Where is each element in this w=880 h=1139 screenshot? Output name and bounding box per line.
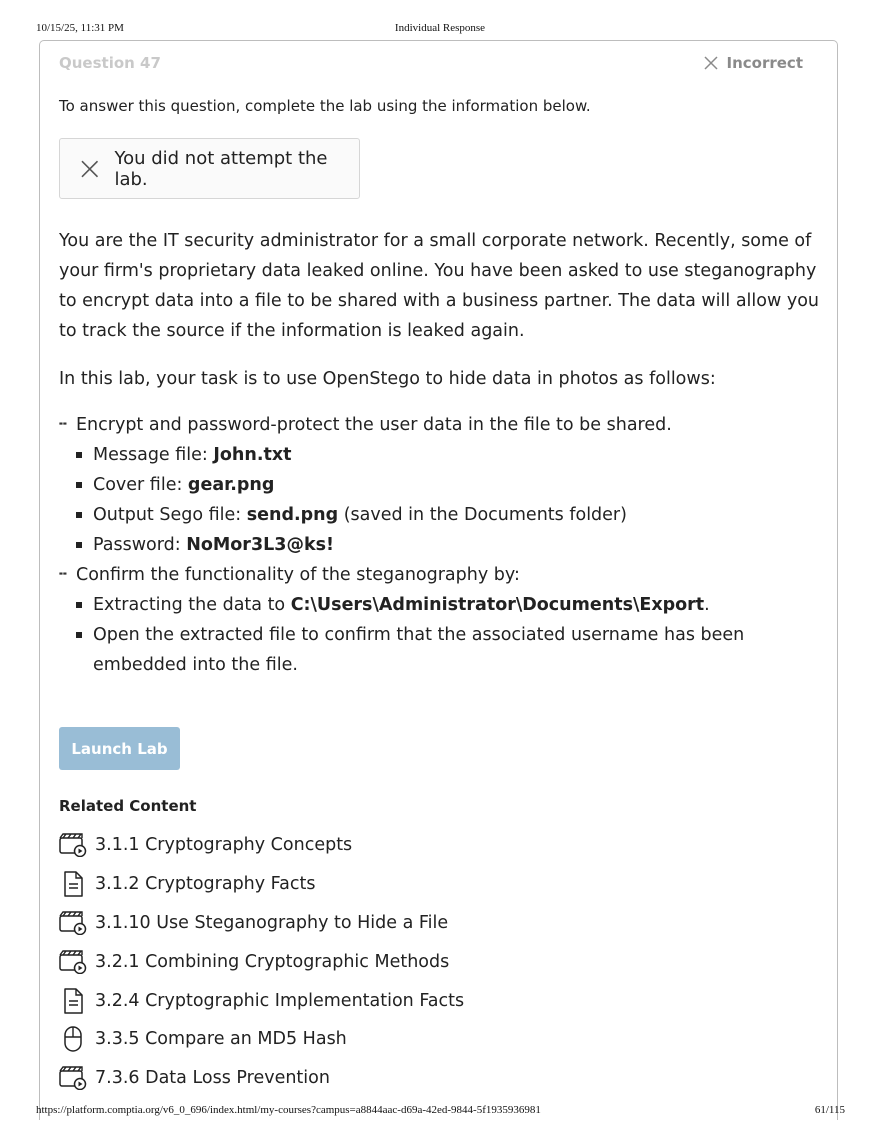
mouse-icon bbox=[59, 1025, 87, 1053]
print-url: https://platform.comptia.org/v6_0_696/index.html/my-courses?campus=a8844aac-d69a-42ed-9844-5f1935936981 bbox=[36, 1104, 541, 1116]
extract-path-value: C:\Users\Administrator\Documents\Export bbox=[290, 595, 705, 615]
related-item-label: 3.1.1 Cryptography Concepts bbox=[95, 835, 353, 856]
output-file-value: send.png bbox=[246, 505, 339, 525]
square-bullet-icon bbox=[76, 632, 82, 638]
print-datetime: 10/15/25, 11:31 PM bbox=[36, 22, 124, 34]
related-item[interactable] bbox=[59, 942, 464, 981]
list-item: Password: NoMor3L3@ks! bbox=[59, 530, 829, 560]
square-bullet-icon bbox=[76, 542, 82, 548]
list-item: ╍ Confirm the functionality of the steganography by: bbox=[59, 560, 829, 590]
attempt-status-text: You did not attempt the lab. bbox=[114, 147, 328, 190]
list-item: ╍ Encrypt and password-protect the user data in the file to be shared. bbox=[59, 410, 829, 440]
list-item: Output Sego file: send.png (saved in the Documents folder) bbox=[59, 500, 829, 530]
circle-bullet-icon: ╍ bbox=[59, 567, 67, 582]
result-status bbox=[704, 54, 804, 72]
close-icon bbox=[81, 160, 98, 178]
related-item[interactable] bbox=[59, 1059, 464, 1098]
document-icon bbox=[59, 987, 87, 1015]
list-item: Message file: John.txt bbox=[59, 440, 829, 470]
list-item: Cover file: gear.png bbox=[59, 470, 829, 500]
list-item: Extracting the data to C:\Users\Administrator\Documents\Export. bbox=[59, 590, 829, 620]
related-item[interactable] bbox=[59, 981, 464, 1020]
related-item-label: 3.1.10 Use Steganography to Hide a File bbox=[95, 912, 449, 933]
related-item-label: 3.1.2 Cryptography Facts bbox=[95, 874, 316, 895]
password-value: NoMor3L3@ks! bbox=[186, 535, 334, 555]
related-item[interactable] bbox=[59, 1020, 464, 1059]
result-label: Incorrect bbox=[726, 54, 803, 72]
circle-bullet-icon: ╍ bbox=[59, 417, 67, 432]
related-item-label: 3.3.5 Compare an MD5 Hash bbox=[95, 1029, 347, 1050]
related-item-label: 3.2.1 Combining Cryptographic Methods bbox=[95, 951, 450, 972]
document-icon bbox=[59, 870, 87, 898]
related-content-list bbox=[59, 826, 464, 1098]
related-item[interactable] bbox=[59, 826, 464, 865]
video-icon bbox=[59, 1064, 87, 1092]
video-icon bbox=[59, 909, 87, 937]
print-footer bbox=[0, 1104, 880, 1118]
related-item-label: 7.3.6 Data Loss Prevention bbox=[95, 1068, 330, 1089]
square-bullet-icon bbox=[76, 482, 82, 488]
related-item-label: 3.2.4 Cryptographic Implementation Facts bbox=[95, 990, 465, 1011]
list-item: Open the extracted file to confirm that the associated username has been embedded into the file. bbox=[59, 620, 829, 680]
print-page-title: Individual Response bbox=[394, 22, 486, 34]
attempt-status-box bbox=[59, 138, 360, 199]
message-file-value: John.txt bbox=[213, 445, 292, 465]
scenario-paragraph: You are the IT security administrator for a small corporate network. Recently, some of your firm's proprietary data leaked online. You have been asked to use steganography to encrypt data into a file to be shared with a business partner. The data will allow you to track the source if the information is leaked again. bbox=[59, 231, 820, 341]
related-item[interactable] bbox=[59, 904, 464, 943]
video-icon bbox=[59, 831, 87, 859]
task-intro: In this lab, your task is to use OpenStego to hide data in photos as follows: bbox=[59, 369, 716, 389]
related-content-heading: Related Content bbox=[59, 797, 197, 815]
cover-file-value: gear.png bbox=[187, 475, 275, 495]
question-card bbox=[39, 40, 838, 1120]
question-title: Question 47 bbox=[59, 54, 161, 72]
square-bullet-icon bbox=[76, 512, 82, 518]
video-icon bbox=[59, 948, 87, 976]
square-bullet-icon bbox=[76, 602, 82, 608]
related-item[interactable] bbox=[59, 865, 464, 904]
close-icon bbox=[704, 56, 718, 70]
square-bullet-icon bbox=[76, 452, 82, 458]
print-header bbox=[0, 22, 880, 36]
instruction-text: To answer this question, complete the lab using the information below. bbox=[59, 97, 591, 115]
task-list bbox=[59, 410, 829, 680]
launch-lab-button[interactable]: Launch Lab bbox=[59, 727, 180, 770]
print-page-number: 61/115 bbox=[814, 1104, 845, 1116]
